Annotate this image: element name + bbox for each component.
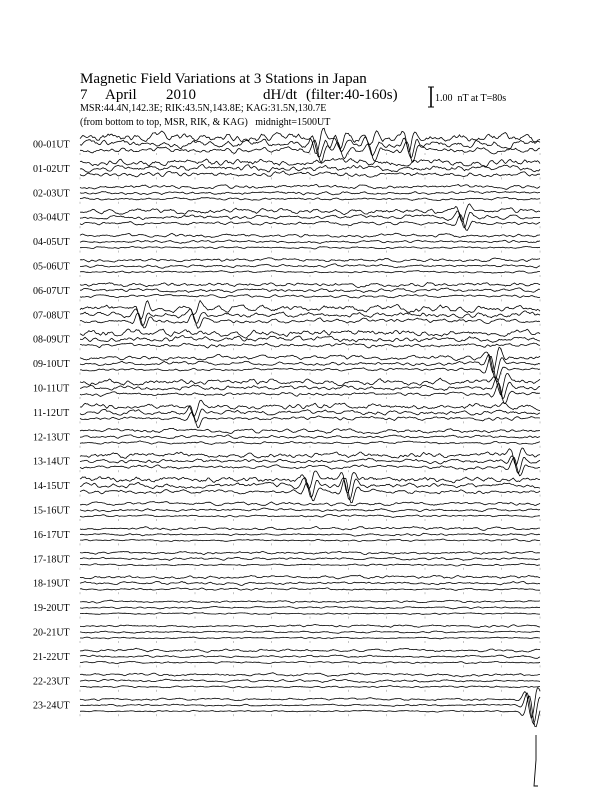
hour-row-03-04UT bbox=[33, 204, 540, 231]
trace-MSR bbox=[80, 613, 540, 615]
trace-RIK bbox=[80, 631, 540, 633]
trace-KAG bbox=[80, 329, 540, 338]
row-label: 13-14UT bbox=[33, 456, 70, 468]
row-label: 09-10UT bbox=[33, 359, 70, 371]
hour-row-15-16UT bbox=[33, 502, 540, 521]
scale-bar bbox=[428, 87, 434, 107]
trace-RIK bbox=[80, 679, 540, 682]
row-label: 10-11UT bbox=[33, 383, 70, 395]
hour-row-23-24UT bbox=[33, 688, 540, 727]
hour-row-06-07UT bbox=[33, 283, 540, 302]
row-label: 14-15UT bbox=[33, 481, 70, 493]
trace-MSR bbox=[80, 696, 540, 727]
hour-row-08-09UT bbox=[33, 329, 540, 350]
row-label: 19-20UT bbox=[33, 603, 70, 615]
trace-RIK bbox=[80, 288, 540, 293]
row-label: 21-22UT bbox=[33, 651, 70, 663]
trace-KAG bbox=[80, 158, 540, 166]
hour-row-11-12UT bbox=[33, 400, 540, 427]
filter-label: (filter:40-160s) bbox=[306, 87, 398, 103]
row-label: 23-24UT bbox=[33, 700, 70, 712]
chart-title: Magnetic Field Variations at 3 Stations in Japan bbox=[80, 71, 367, 87]
trace-MSR bbox=[80, 441, 540, 445]
hour-row-21-22UT bbox=[33, 648, 540, 667]
trace-RIK bbox=[80, 406, 540, 423]
hour-row-14-15UT bbox=[33, 471, 540, 503]
quantity-label: dH/dt bbox=[263, 87, 298, 103]
trace-MSR bbox=[80, 197, 540, 200]
hour-row-22-23UT bbox=[33, 673, 540, 692]
trace-RIK bbox=[80, 655, 540, 658]
scale-bar-label: 1.00 nT at T=80s bbox=[435, 93, 507, 104]
trace-KAG bbox=[80, 526, 540, 530]
trace-KAG bbox=[80, 624, 540, 627]
hour-row-19-20UT bbox=[33, 600, 540, 618]
trace-RIK bbox=[80, 336, 540, 343]
hour-row-02-03UT bbox=[33, 184, 540, 203]
trace-MSR bbox=[80, 637, 540, 639]
hour-row-10-11UT bbox=[33, 374, 540, 404]
row-label: 16-17UT bbox=[33, 529, 70, 541]
trace-MSR bbox=[80, 661, 540, 663]
row-label: 17-18UT bbox=[33, 554, 70, 566]
hour-row-12-13UT bbox=[33, 428, 540, 448]
trace-MSR bbox=[80, 564, 540, 567]
row-label: 06-07UT bbox=[33, 285, 70, 297]
trace-KAG bbox=[80, 400, 540, 417]
order-note: (from bottom to top, MSR, RIK, & KAG) bbox=[80, 117, 248, 128]
trace-KAG bbox=[80, 688, 540, 718]
date-day: 7 bbox=[80, 87, 88, 103]
trace-RIK bbox=[80, 508, 540, 512]
row-label: 20-21UT bbox=[33, 627, 70, 639]
trace-KAG bbox=[80, 283, 540, 288]
trace-RIK bbox=[80, 533, 540, 536]
trace-KAG bbox=[80, 502, 540, 506]
row-label: 11-12UT bbox=[33, 407, 70, 419]
station-coordinates: MSR:44.4N,142.3E; RIK:43.5N,143.8E; KAG:31.5N,130.7E bbox=[80, 103, 327, 114]
hour-row-13-14UT bbox=[33, 448, 540, 476]
trace-KAG bbox=[80, 575, 540, 579]
hour-row-09-10UT bbox=[33, 347, 540, 382]
hour-row-17-18UT bbox=[33, 551, 540, 569]
trace-RIK bbox=[80, 191, 540, 195]
date-year: 2010 bbox=[166, 87, 196, 103]
trace-RIK bbox=[80, 164, 540, 172]
trace-KAG bbox=[80, 374, 540, 395]
row-label: 08-09UT bbox=[33, 334, 70, 346]
trace-RIK bbox=[80, 240, 540, 244]
trace-RIK bbox=[80, 557, 540, 560]
trace-KAG bbox=[80, 600, 540, 603]
trace-MSR bbox=[80, 294, 540, 298]
trace-RIK bbox=[80, 606, 540, 609]
trace-KAG bbox=[80, 258, 540, 262]
trace-KAG bbox=[80, 471, 540, 493]
trace-RIK bbox=[80, 309, 540, 326]
trace-RIK bbox=[80, 435, 540, 439]
row-label: 05-06UT bbox=[33, 261, 70, 273]
midnight-note: midnight=1500UT bbox=[255, 117, 331, 128]
row-label: 01-02UT bbox=[33, 163, 70, 175]
hour-row-16-17UT bbox=[33, 526, 540, 545]
row-label: 18-19UT bbox=[33, 578, 70, 590]
trace-MSR bbox=[80, 356, 540, 382]
trace-KAG bbox=[80, 428, 540, 433]
hour-row-07-08UT bbox=[33, 301, 540, 329]
row-label: 02-03UT bbox=[33, 188, 70, 200]
hour-row-20-21UT bbox=[33, 624, 540, 643]
row-label: 04-05UT bbox=[33, 237, 70, 249]
row-label: 22-23UT bbox=[33, 676, 70, 688]
final-spike bbox=[534, 735, 538, 786]
trace-KAG bbox=[80, 551, 540, 554]
trace-KAG bbox=[80, 448, 540, 465]
hour-row-01-02UT bbox=[33, 158, 540, 179]
trace-MSR bbox=[80, 246, 540, 249]
trace-RIK bbox=[80, 581, 540, 585]
trace-MSR bbox=[80, 271, 540, 273]
row-label: 15-16UT bbox=[33, 505, 70, 517]
date-month: April bbox=[105, 87, 137, 103]
trace-RIK bbox=[80, 264, 540, 268]
hour-row-18-19UT bbox=[33, 575, 540, 594]
row-label: 07-08UT bbox=[33, 310, 70, 322]
hour-row-00-01UT bbox=[33, 128, 540, 162]
trace-RIK bbox=[80, 693, 540, 724]
row-label: 12-13UT bbox=[33, 432, 70, 444]
hour-row-05-06UT bbox=[33, 258, 540, 277]
trace-KAG bbox=[80, 648, 540, 652]
trace-MSR bbox=[80, 478, 540, 503]
trace-MSR bbox=[80, 686, 540, 688]
trace-KAG bbox=[80, 184, 540, 189]
trace-MSR bbox=[80, 343, 540, 348]
trace-MSR bbox=[80, 313, 540, 328]
trace-MSR bbox=[80, 515, 540, 518]
trace-KAG bbox=[80, 233, 540, 237]
trace-RIK bbox=[80, 211, 540, 228]
trace-MSR bbox=[80, 588, 540, 591]
hour-row-04-05UT bbox=[33, 233, 540, 252]
trace-KAG bbox=[80, 673, 540, 677]
row-label: 03-04UT bbox=[33, 212, 70, 224]
trace-MSR bbox=[80, 384, 540, 404]
trace-MSR bbox=[80, 539, 540, 542]
row-label: 00-01UT bbox=[33, 139, 70, 151]
trace-MSR bbox=[80, 171, 540, 177]
